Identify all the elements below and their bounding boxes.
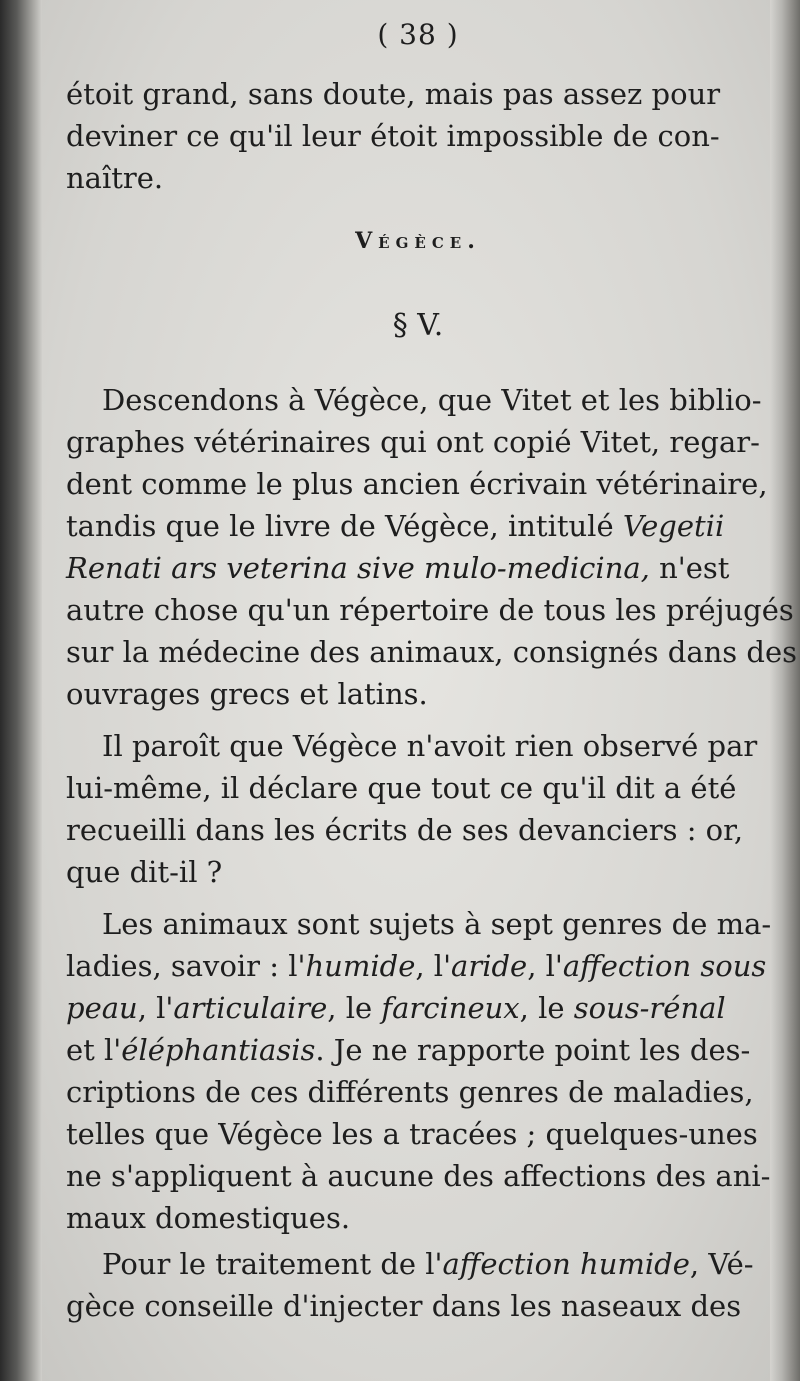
italic-term: sous-rénal [573,991,726,1025]
text-line [66,551,770,585]
text-line [66,119,770,153]
italic-title: Renati ars veterina sive mulo-medicina, [66,551,650,585]
text-line [66,771,770,805]
line-text: . Je ne rapporte point les des- [315,1033,751,1067]
line-text: lui-même, il déclare que tout ce qu'il dit a été [66,771,737,805]
text-line [66,1247,770,1281]
text-line [66,509,770,543]
line-text: ne s'appliquent à aucune des affections des ani- [66,1159,771,1193]
italic-term: peau [66,991,138,1025]
line-text: graphes vétérinaires qui ont copié Vitet, regar- [66,425,760,459]
page-edge-right [770,0,800,1381]
line-text: Les animaux sont sujets à sept genres de ma- [102,907,772,941]
line-text: , l' [137,991,174,1025]
section-number: § V. [392,308,444,343]
text-line [66,729,770,763]
line-text: n'est [649,551,730,585]
line-text: deviner ce qu'il leur étoit impossible de con- [66,119,720,153]
line-text: , l' [527,949,563,983]
text-line [66,161,770,195]
line-text: , l' [415,949,452,983]
text-line [66,1033,770,1067]
text-line [66,383,770,417]
text-line [66,677,770,711]
chapter-heading: Végèce. [355,228,481,254]
line-text: , le [519,991,574,1025]
italic-term: humide [305,949,416,983]
text-line [66,1075,770,1109]
line-text: Il paroît que Végèce n'avoit rien observé par [102,729,758,763]
line-text: gèce conseille d'injecter dans les naseaux des [66,1289,742,1323]
line-text: , Vé- [689,1247,754,1281]
text-line [66,855,770,889]
line-text: dent comme le plus ancien écrivain vétérinaire, [66,467,768,501]
line-text: criptions de ces différents genres de maladies, [66,1075,754,1109]
line-text: Descendons à Végèce, que Vitet et les biblio- [102,383,762,417]
line-text: recueilli dans les écrits de ses devanciers : or, [66,813,744,847]
line-text: tandis que le livre de Végèce, intitulé [66,509,623,543]
italic-term: affection humide [442,1247,690,1281]
italic-term: affection sous [562,949,767,983]
binding-shadow-left [0,0,42,1381]
text-line [66,1117,770,1151]
italic-title: Vegetii [622,509,725,543]
text-line [66,1201,770,1235]
text-line [66,813,770,847]
text-line [66,635,797,669]
text-line [66,77,770,111]
line-text: ladies, savoir : l' [66,949,306,983]
text-line [66,1159,771,1193]
line-text: , le [327,991,382,1025]
text-line [66,467,770,501]
text-line [66,991,770,1025]
line-text: ouvrages grecs et latins. [66,677,428,711]
text-line [66,593,794,627]
italic-term: farcineux [381,991,520,1025]
italic-term: éléphantiasis [121,1033,316,1067]
line-text: et l' [66,1033,122,1067]
line-text: que dit-il ? [66,855,223,889]
page-number: ( 38 ) [377,18,459,51]
line-text: autre chose qu'un répertoire de tous les préjugés [66,593,794,627]
text-line [66,1289,770,1323]
italic-term: articulaire [173,991,328,1025]
line-text: naître. [66,161,164,195]
text-line [66,949,770,983]
line-text: étoit grand, sans doute, mais pas assez pour [66,77,721,111]
line-text: sur la médecine des animaux, consignés dans des [66,635,797,669]
text-line [66,907,772,941]
line-text: telles que Végèce les a tracées ; quelques-unes [66,1117,758,1151]
line-text: Pour le traitement de l' [102,1247,443,1281]
line-text: maux domestiques. [66,1201,351,1235]
italic-term: aride [451,949,528,983]
text-line [66,425,770,459]
